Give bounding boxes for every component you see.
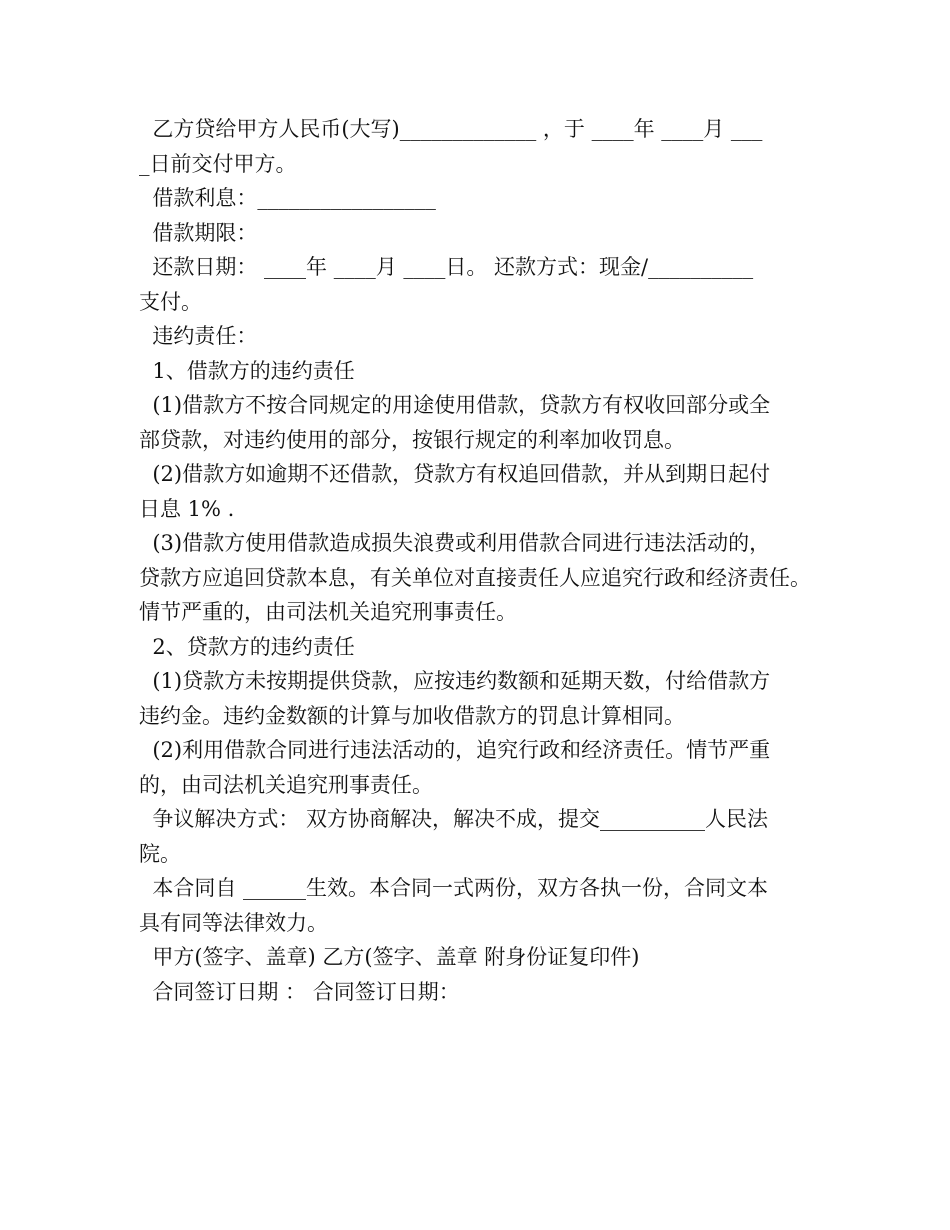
text-line: (1)借款方不按合同规定的用途使用借款，贷款方有权收回部分或全: [139, 393, 771, 417]
contract-body: [139, 112, 839, 1009]
subsection-heading: 2、贷款方的违约责任: [139, 634, 355, 659]
subsection-heading: 1、借款方的违约责任: [139, 358, 355, 383]
signing-date-line: 合同签订日期 ： 合同签订日期：: [139, 979, 460, 1004]
text-line: 违约金。违约金数额的计算与加收借款方的罚息计算相同。: [139, 703, 685, 728]
text-line: 贷款方应追回贷款本息，有关单位对直接责任人应追究行政和经济责任。: [139, 565, 811, 590]
text-line: 部贷款，对违约使用的部分，按银行规定的利率加收罚息。: [139, 427, 685, 452]
text-line: 的，由司法机关追究刑事责任。: [139, 772, 433, 797]
text-line: 院。: [139, 841, 181, 866]
text-line: 具有同等法律效力。: [139, 910, 328, 935]
text-line: 争议解决方式： 双方协商解决，解决不成，提交__________人民法: [139, 807, 769, 831]
text-line: 还款日期： ____年 ____月 ____日。 还款方式：现金/__________: [139, 255, 754, 279]
text-line: (2)借款方如逾期不还借款，贷款方有权追回借款，并从到期日起付: [139, 462, 771, 486]
text-line: 乙方贷给甲方人民币(大写)_____________ ，于 ____年 ____月 ___: [139, 117, 763, 141]
text-line: 日息 1% .: [139, 496, 235, 521]
signature-line: 甲方(签字、盖章) 乙方(签字、盖章 附身份证复印件): [139, 945, 640, 969]
text-line: (3)借款方使用借款造成损失浪费或利用借款合同进行违法活动的，: [139, 531, 771, 555]
text-line: _日前交付甲方。: [139, 151, 297, 176]
section-heading: 违约责任：: [139, 324, 258, 348]
text-line: 借款利息：_________________: [139, 186, 436, 210]
text-line: (2)利用借款合同进行违法活动的，追究行政和经济责任。情节严重: [139, 738, 771, 762]
text-line: 支付。: [139, 289, 202, 314]
text-line: (1)贷款方未按期提供贷款，应按违约数额和延期天数，付给借款方: [139, 669, 771, 693]
text-line: 借款期限：: [139, 220, 258, 245]
text-line: 本合同自 ______生效。本合同一式两份，双方各执一份，合同文本: [139, 876, 769, 900]
text-line: 情节严重的，由司法机关追究刑事责任。: [139, 600, 517, 624]
